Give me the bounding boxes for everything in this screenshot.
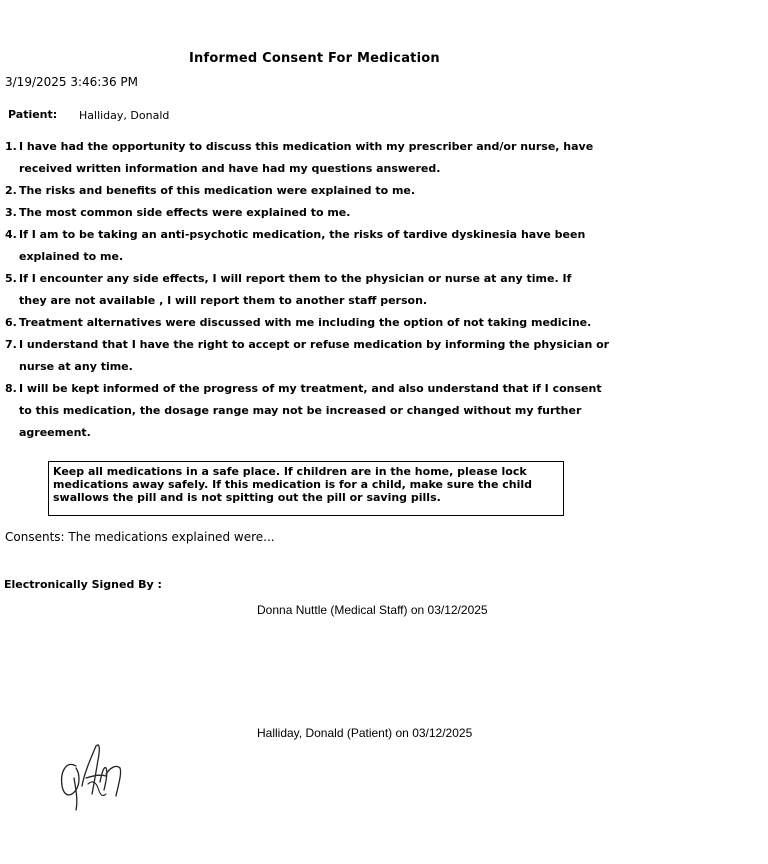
consents-line: Consents: The medications explained were... — [5, 530, 275, 544]
print-timestamp: 3/19/2025 3:46:36 PM — [5, 75, 139, 89]
staff-signature-line: Donna Nuttle (Medical Staff) on 03/12/2025 — [257, 603, 488, 617]
statement-text: I understand that I have the right to accept or refuse medication by informing the physician or nurse at any time. — [19, 338, 610, 373]
consent-statement-list — [5, 136, 615, 444]
consent-statement — [5, 202, 615, 224]
patient-signature-line: Halliday, Donald (Patient) on 03/12/2025 — [257, 726, 473, 740]
consent-statement — [5, 136, 599, 180]
statement-number: 6. — [5, 316, 17, 329]
consent-statement — [5, 312, 615, 334]
statement-text: If I am to be taking an anti-psychotic medication, the risks of tardive dyskinesia have been explained to me. — [19, 228, 586, 263]
statement-text: If I encounter any side effects, I will report them to the physician or nurse at any time. If they are not available , I will report them to another staff person. — [19, 272, 572, 307]
patient-name: Halliday, Donald — [79, 109, 170, 122]
consent-statement — [5, 180, 615, 202]
safety-notice-box: Keep all medications in a safe place. If children are in the home, please lock medications away safely. If this medication is for a child, make sure the child swallows the pill and is not spitting out the pill or saving pills. — [48, 461, 564, 516]
statement-number: 1. — [5, 140, 17, 153]
statement-text: I have had the opportunity to discuss this medication with my prescriber and/or nurse, have received written information and have had my questions answered. — [19, 140, 594, 175]
statement-number: 3. — [5, 206, 17, 219]
signed-by-label: Electronically Signed By : — [4, 578, 162, 591]
document-title: Informed Consent For Medication — [189, 51, 440, 66]
handwritten-signature-image — [56, 738, 126, 812]
statement-text: The risks and benefits of this medication were explained to me. — [19, 184, 416, 197]
patient-label: Patient: — [8, 108, 58, 121]
statement-number: 5. — [5, 272, 17, 285]
consent-statement — [5, 334, 615, 378]
consent-statement — [5, 268, 584, 312]
statement-text: I will be kept informed of the progress of my treatment, and also understand that if I consent to this medication, the dosage range may not be increased or changed without my further agreement. — [19, 382, 602, 439]
statement-text: The most common side effects were explained to me. — [19, 206, 351, 219]
statement-number: 8. — [5, 382, 17, 395]
statement-text: Treatment alternatives were discussed with me including the option of not taking medicine. — [19, 316, 592, 329]
consent-statement — [5, 378, 605, 444]
statement-number: 7. — [5, 338, 17, 351]
consent-statement — [5, 224, 589, 268]
statement-number: 4. — [5, 228, 17, 241]
statement-number: 2. — [5, 184, 17, 197]
